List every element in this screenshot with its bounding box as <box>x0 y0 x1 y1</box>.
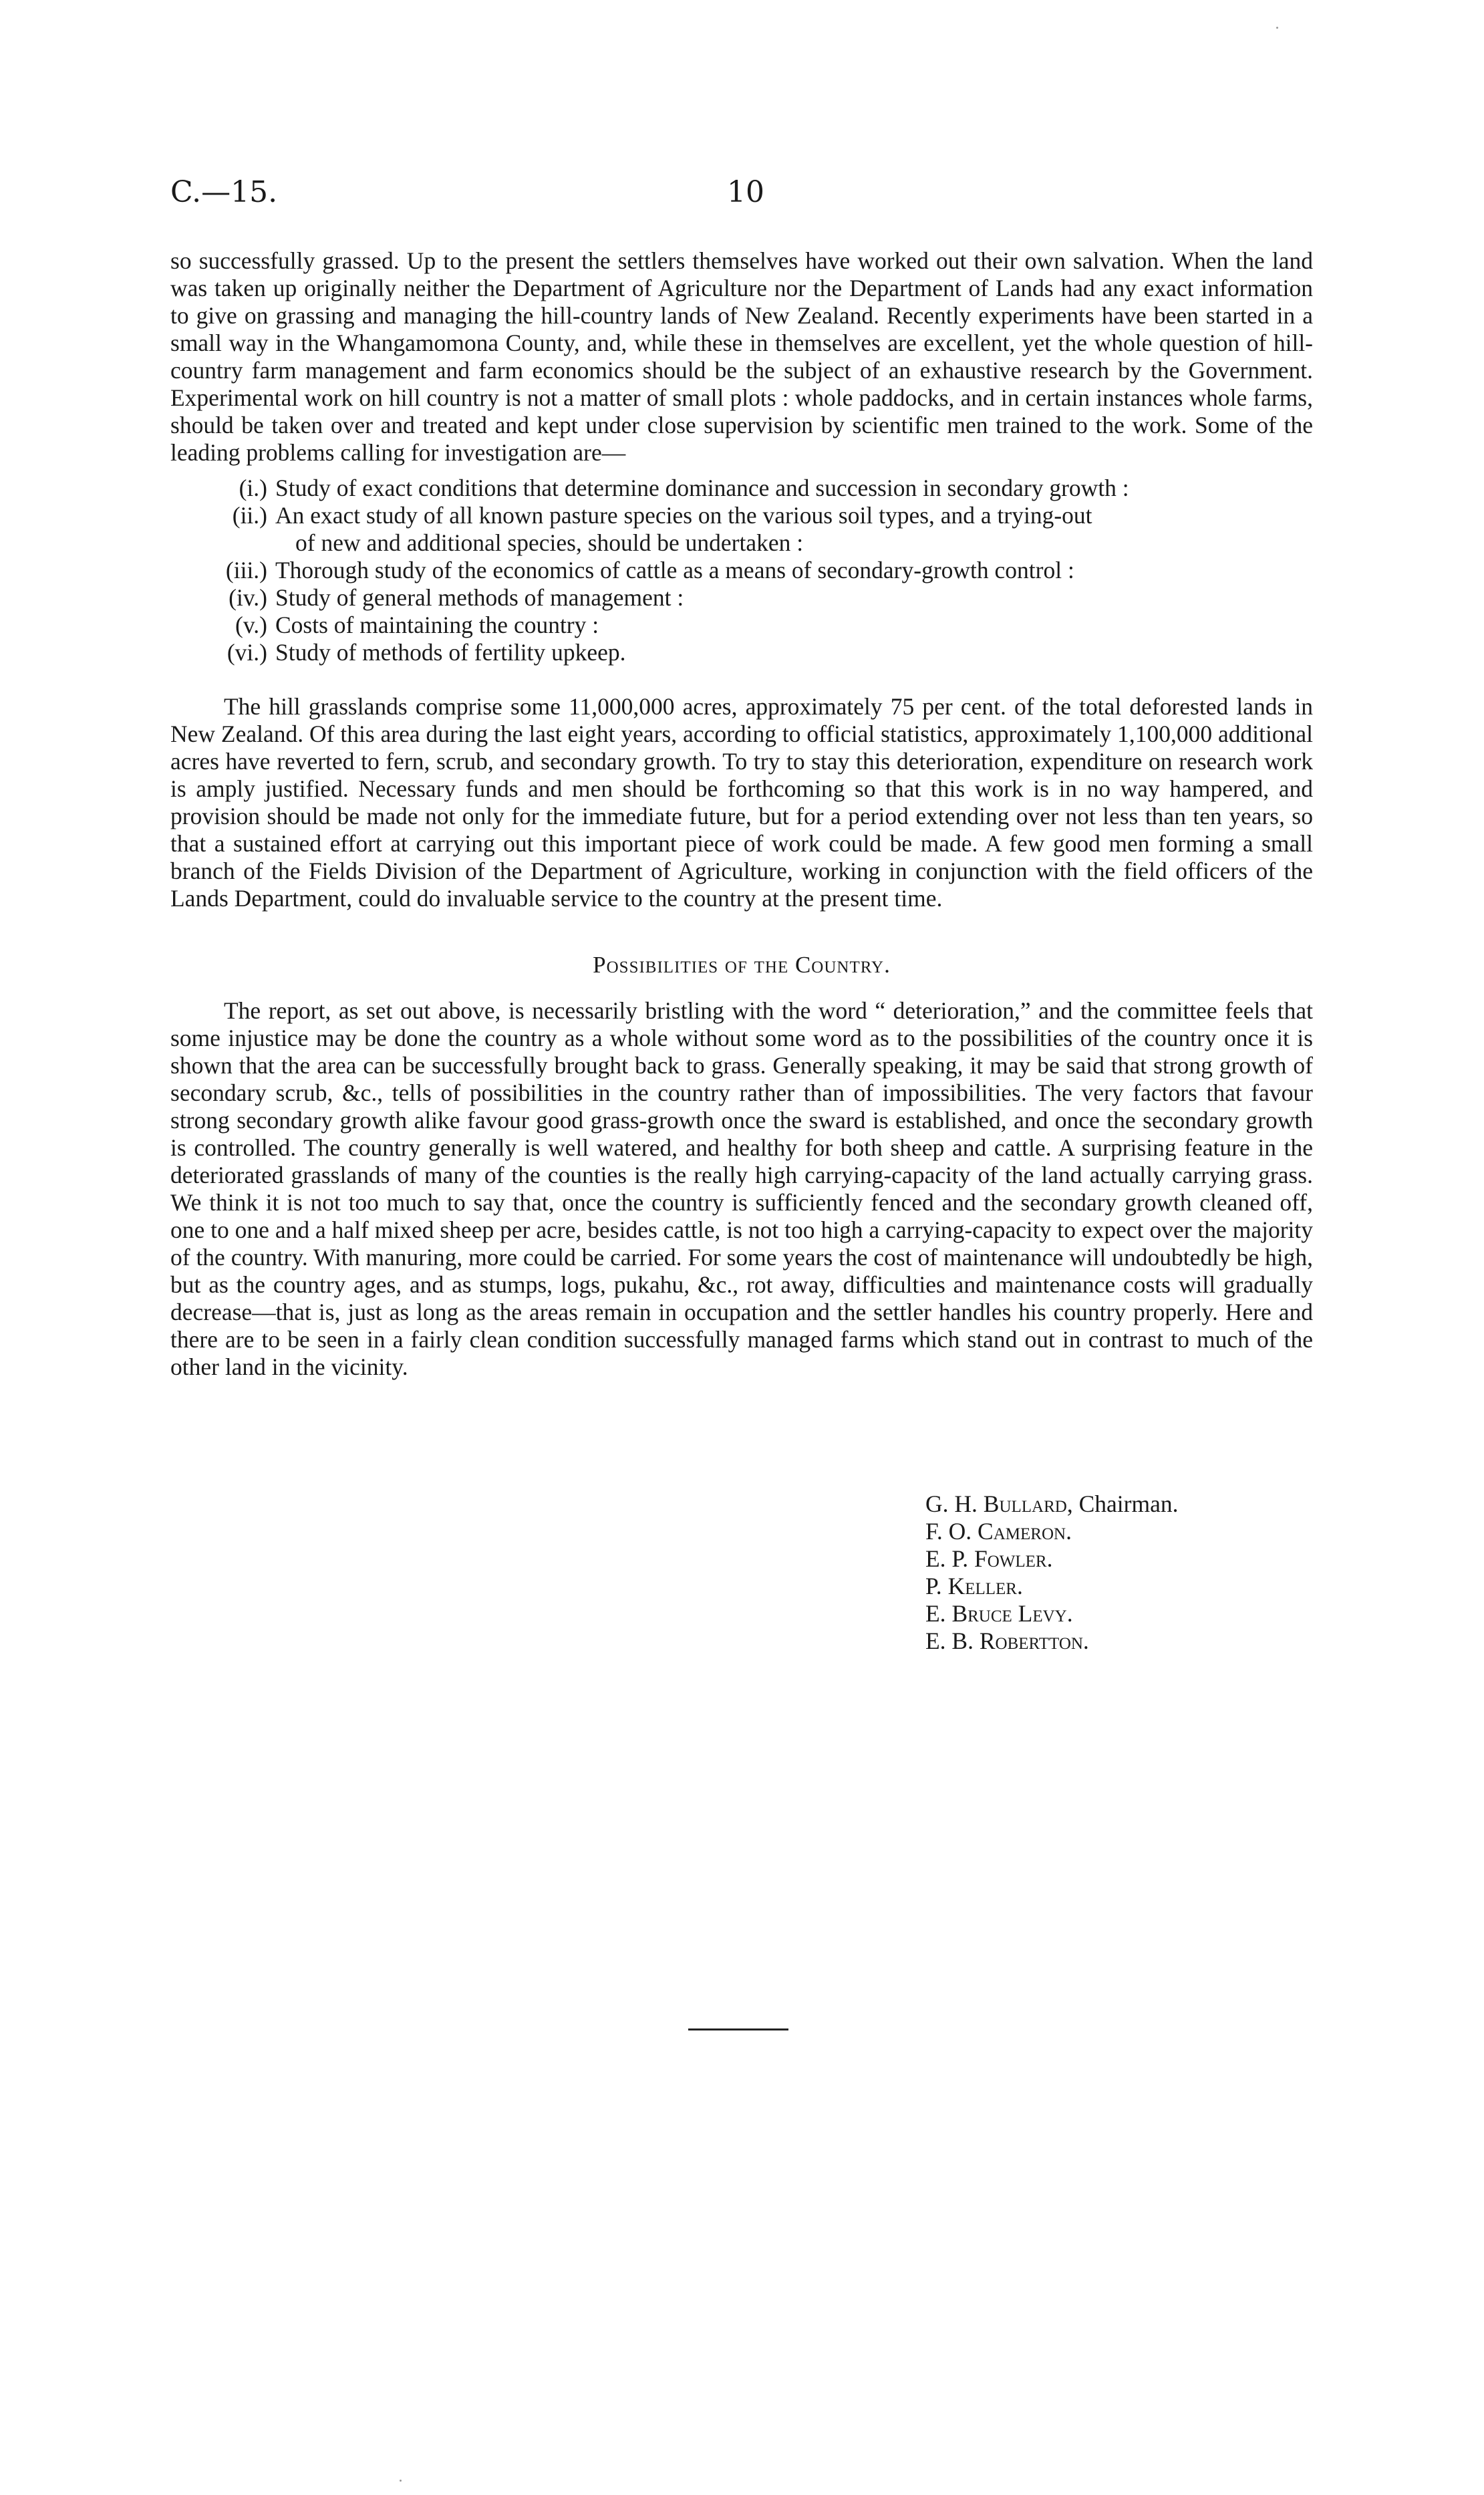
page-number: 10 <box>727 175 764 209</box>
signature-line: F. O. Cameron. <box>925 1518 1072 1545</box>
list-item: (iii.) Thorough study of the economics of cattle as a means of secondary-growth control : <box>225 557 1074 583</box>
signature-line: P. Keller. <box>925 1573 1023 1599</box>
signature-line: E. B. Robertton. <box>925 1627 1089 1654</box>
list-item: (ii.) An exact study of all known pasture species on the various soil types, and a trying-out of new and additional species, should be undertaken : <box>232 502 1092 556</box>
list-item: (vi.) Study of methods of fertility upkeep. <box>227 639 626 666</box>
document-id: C.—15. <box>170 175 278 209</box>
list-item: (iv.) Study of general methods of management : <box>229 584 684 611</box>
list-item: (v.) Costs of maintaining the country : <box>235 612 599 638</box>
section-heading: Possibilities of the Country. <box>593 952 891 978</box>
signature-line: E. P. Fowler. <box>925 1545 1053 1572</box>
page-header <box>170 175 1313 215</box>
body-text <box>170 247 1313 1381</box>
paragraph-research: so successfully grassed. Up to the present the settlers themselves have worked out their own salvation. When the land was taken up originally neither the Department of Agriculture nor the Department of Lands had any exact information to give on grassing and managing the hill-country lands of New Zealand. Recently experiments have been started in a small way in the Whangamomona County, and, while these in themselves are excellent, yet the whole question of hill-country farm management and farm economics should be the subject of an exhaustive research by the Government. Experimental work on hill country is not a matter of small plots : whole paddocks, and in certain instances whole farms, should be taken over and treated and kept under close supervision by scientific men trained to the work. Some of the leading problems calling for investigation are— <box>170 247 1313 466</box>
signature-line: G. H. Bullard, Chairman. <box>925 1490 1179 1517</box>
list-item: (i.) Study of exact conditions that determine dominance and succession in secondary growth : <box>239 475 1129 501</box>
scan-speck <box>1276 27 1278 29</box>
closing-rule <box>688 2028 788 2030</box>
signature-block <box>925 1490 1178 1655</box>
problems-list <box>170 475 1313 666</box>
paragraph-grasslands: The hill grasslands comprise some 11,000,000 acres, approximately 75 per cent. of the total deforested lands in New Zealand. Of this area during the last eight years, according to official statistics, approximately 1,100,000 additional acres have reverted to fern, scrub, and secondary growth. To try to stay this deterioration, expenditure on research work is amply justified. Necessary funds and men should be forthcoming so that this work is in no way hampered, and provision should be made not only for the immediate future, but for a period extending over not less than ten years, so that a sustained effort at carrying out this important piece of work could be made. A few good men forming a small branch of the Fields Division of the Department of Agriculture, working in conjunction with the field officers of the Lands Department, could do invaluable service to the country at the present time. <box>170 693 1313 912</box>
signature-line: E. Bruce Levy. <box>925 1600 1073 1627</box>
scan-speck <box>400 2480 402 2482</box>
paragraph-possibilities: The report, as set out above, is necessarily bristling with the word “ deterioration,” and the committee feels that some injustice may be done the country as a whole without some word as to the possibilities of the country once it is shown that the area can be successfully brought back to grass. Generally speaking, it may be said that strong growth of secondary scrub, &c., tells of possibilities in the country rather than of impossibilities. The very factors that favour strong secondary growth alike favour good grass-growth once the sward is established, and once the secondary growth is controlled. The country generally is well watered, and healthy for both sheep and cattle. A surprising feature in the deteriorated grasslands of many of the counties is the really high carrying-capacity of the land actually carrying grass. We think it is not too much to say that, once the country is sufficiently fenced and the secondary growth cleaned off, one to one and a half mixed sheep per acre, besides cattle, is not too high a carrying-capacity to expect over the majority of the country. With manuring, more could be carried. For some years the cost of maintenance will undoubtedly be high, but as the country ages, and as stumps, logs, pukahu, &c., rot away, difficulties and maintenance costs will gradually decrease—that is, just as long as the areas remain in occupation and the settler handles his country properly. Here and there are to be seen in a fairly clean condition successfully managed farms which stand out in contrast to much of the other land in the vicinity. <box>170 997 1313 1380</box>
